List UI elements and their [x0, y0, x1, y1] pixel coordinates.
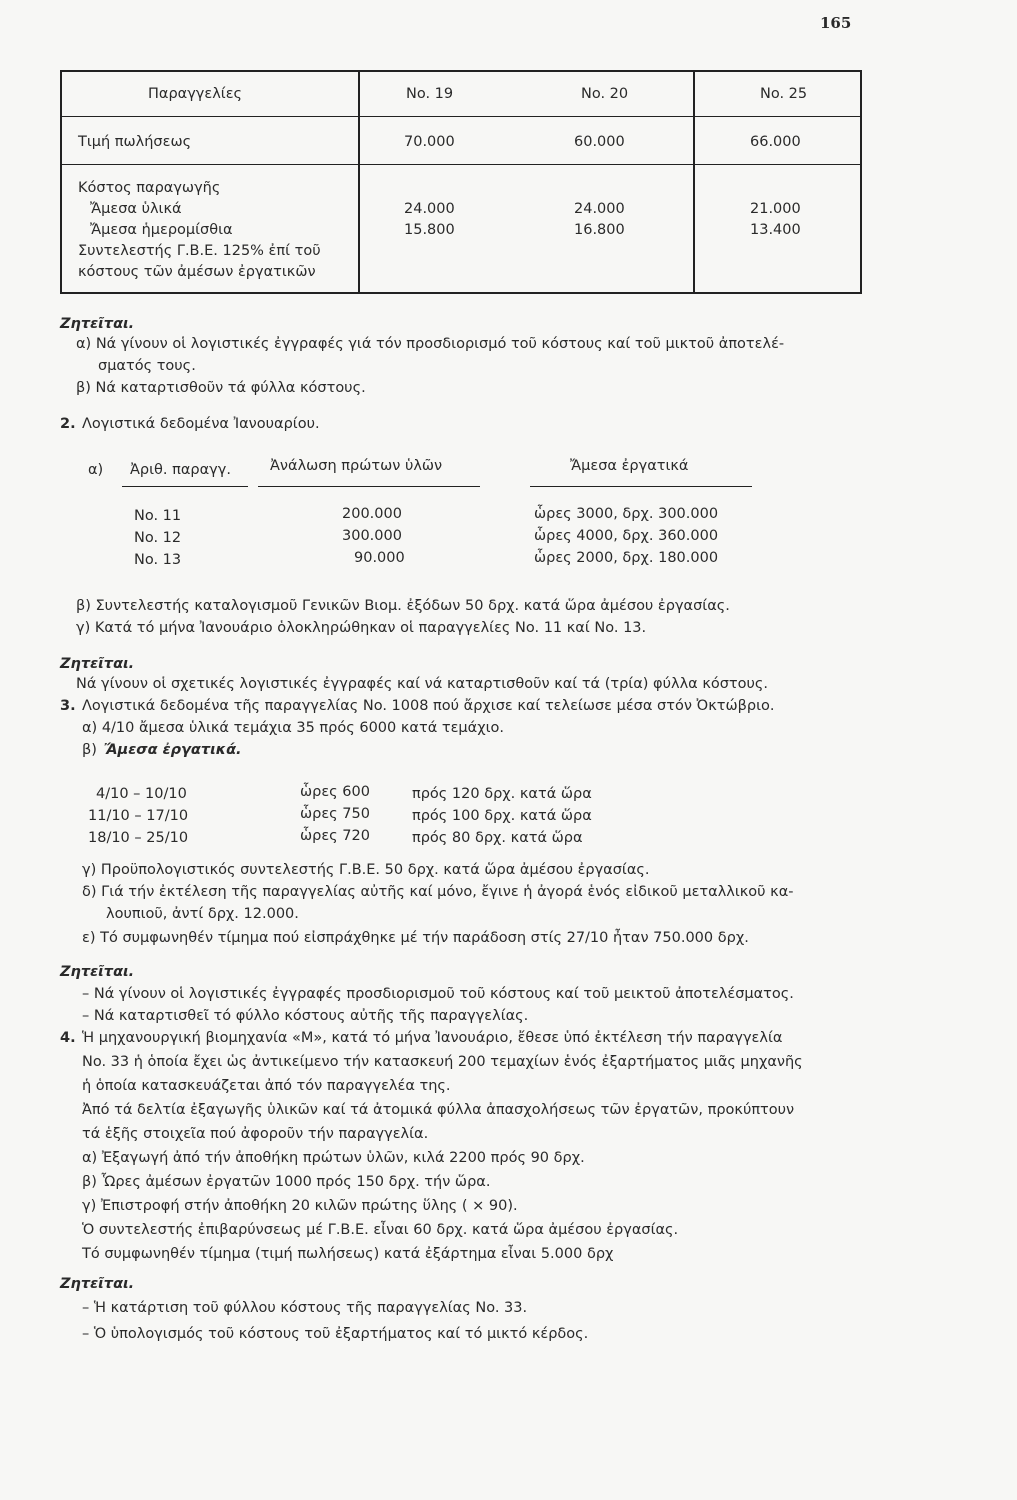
cost-line: Συντελεστής Γ.Β.Ε. 125% ἐπί τοῦ	[78, 243, 321, 259]
sale-price-20: 60.000	[574, 134, 625, 150]
table-row-labor: ὧρες 2000, δρχ. 180.000	[534, 550, 719, 566]
exercise-number: 3.	[60, 698, 76, 714]
item-c: γ) Κατά τό μήνα Ἰανουάριο ὁλοκληρώθηκαν οἱ παραγγελίες No. 11 καί No. 13.	[76, 620, 647, 636]
paragraph-line: Ὁ συντελεστής ἐπιβαρύνσεως μέ Γ.Β.Ε. εἶναι 60 δρχ. κατά ὥρα ἀμέσου ἐργασίας.	[82, 1222, 679, 1238]
paragraph-line: ἡ ὁποία κατασκευάζεται ἀπό τόν παραγγελέα της.	[82, 1078, 451, 1094]
header-order-25: No. 25	[760, 86, 808, 102]
exercise-number: 4.	[60, 1030, 76, 1046]
item-label: α)	[88, 462, 104, 478]
exercise-title: Λογιστικά δεδομένα Ἰανουαρίου.	[82, 416, 320, 432]
item-b-title: Ἄμεσα ἐργατικά.	[104, 742, 242, 758]
item-b-prefix: β)	[82, 742, 97, 758]
table-row-materials: 90.000	[354, 550, 405, 566]
requirement-a-cont: σματός τους.	[98, 358, 196, 374]
sale-price-label: Τιμή πωλήσεως	[78, 134, 192, 150]
table-rule	[62, 164, 860, 165]
item-c: γ) Προϋπολογιστικός συντελεστής Γ.Β.Ε. 50 δρχ. κατά ὥρα ἀμέσου ἐργασίας.	[82, 862, 650, 878]
materials-25: 21.000	[750, 201, 801, 217]
labor-period: 4/10 – 10/10	[96, 786, 187, 802]
table-row-labor: ὧρες 3000, δρχ. 300.000	[534, 506, 719, 522]
item-d: δ) Γιά τήν ἐκτέλεση τῆς παραγγελίας αὐτῆς καί μόνο, ἔγινε ἡ ἀγορά ἑνός εἰδικοῦ μεταλλικοῦ κα-	[82, 884, 794, 900]
table-row-materials: 200.000	[342, 506, 402, 522]
labor-hours: ὧρες 600	[300, 784, 370, 800]
item-d-cont: λουπιοῦ, ἀντί δρχ. 12.000.	[106, 906, 299, 922]
labor-rate: πρός 100 δρχ. κατά ὥρα	[412, 808, 592, 824]
header-underline	[258, 486, 480, 487]
paragraph-line: Ἡ μηχανουργική βιομηχανία «Μ», κατά τό μήνα Ἰανουάριο, ἔθεσε ὑπό ἐκτέλεση τήν παραγγελία	[82, 1030, 783, 1046]
materials-19: 24.000	[404, 201, 455, 217]
requirement-2: – Ὁ ὑπολογισμός τοῦ κόστους τοῦ ἐξαρτήματος καί τό μικτό κέρδος.	[82, 1326, 589, 1342]
wages-19: 15.800	[404, 222, 455, 238]
item-a: α) Ἐξαγωγή ἀπό τήν ἀποθήκη πρώτων ὑλῶν, κιλά 2200 πρός 90 δρχ.	[82, 1150, 585, 1166]
labor-period: 18/10 – 25/10	[88, 830, 189, 846]
requirement-1: – Νά γίνουν οἱ λογιστικές ἐγγραφές προσδιορισμοῦ τοῦ κόστους καί τοῦ μεικτοῦ ἀποτελέσματος.	[82, 986, 794, 1002]
order-cost-table	[60, 70, 862, 294]
requirement-heading: Ζητεῖται.	[60, 1276, 135, 1292]
exercise-number: 2.	[60, 416, 76, 432]
requirement-heading: Ζητεῖται.	[60, 316, 135, 332]
sale-price-19: 70.000	[404, 134, 455, 150]
table-row-order: No. 12	[134, 530, 182, 546]
requirement-2: – Νά καταρτισθεῖ τό φύλλο κόστους αὐτῆς τῆς παραγγελίας.	[82, 1008, 529, 1024]
requirement-a: α) Νά γίνουν οἱ λογιστικές ἐγγραφές γιά τόν προσδιορισμό τοῦ κόστους καί τοῦ μικτοῦ ἀποτελέ-	[76, 336, 785, 352]
table-rule	[62, 116, 860, 117]
header-underline	[122, 486, 248, 487]
labor-hours: ὧρες 750	[300, 806, 370, 822]
labor-rate: πρός 120 δρχ. κατά ὥρα	[412, 786, 592, 802]
item-b: β) Συντελεστής καταλογισμοῦ Γενικῶν Βιομ. ἐξόδων 50 δρχ. κατά ὥρα ἀμέσου ἐργασίας.	[76, 598, 730, 614]
requirement-b: β) Νά καταρτισθοῦν τά φύλλα κόστους.	[76, 380, 366, 396]
cost-line: Ἄμεσα ἡμερομίσθια	[90, 222, 233, 238]
header-order-20: No. 20	[581, 86, 629, 102]
paragraph-line: No. 33 ἡ ὁποία ἔχει ὡς ἀντικείμενο τήν κατασκευή 200 τεμαχίων ἑνός ἐξαρτήματος μιᾶς μηχανῆς	[82, 1054, 803, 1070]
item-a: α) 4/10 ἄμεσα ὑλικά τεμάχια 35 πρός 6000 κατά τεμάχιο.	[82, 720, 504, 736]
col-header-labor: Ἄμεσα ἐργατικά	[570, 458, 689, 474]
table-row-order: No. 13	[134, 552, 182, 568]
exercise-title: Λογιστικά δεδομένα τῆς παραγγελίας No. 1008 πού ἄρχισε καί τελείωσε μέσα στόν Ὀκτώβριο.	[82, 698, 775, 714]
requirement-1: – Ἡ κατάρτιση τοῦ φύλλου κόστους τῆς παραγγελίας No. 33.	[82, 1300, 528, 1316]
requirement-heading: Ζητεῖται.	[60, 656, 135, 672]
item-b: β) Ὧρες ἀμέσων ἐργατῶν 1000 πρός 150 δρχ. τήν ὥρα.	[82, 1174, 491, 1190]
item-e: ε) Τό συμφωνηθέν τίμημα πού εἰσπράχθηκε μέ τήν παράδοση στίς 27/10 ἦταν 750.000 δρχ.	[82, 930, 749, 946]
requirement-heading: Ζητεῖται.	[60, 964, 135, 980]
page-number: 165	[820, 14, 852, 32]
cost-line: Κόστος παραγωγῆς	[78, 180, 221, 196]
cost-line: κόστους τῶν ἀμέσων ἐργατικῶν	[78, 264, 316, 280]
labor-rate: πρός 80 δρχ. κατά ὥρα	[412, 830, 583, 846]
wages-20: 16.800	[574, 222, 625, 238]
labor-hours: ὧρες 720	[300, 828, 370, 844]
header-order-19: No. 19	[406, 86, 454, 102]
labor-period: 11/10 – 17/10	[88, 808, 189, 824]
cost-line: Ἄμεσα ὑλικά	[90, 201, 182, 217]
paragraph-line: Ἀπό τά δελτία ἐξαγωγῆς ὑλικῶν καί τά ἀτομικά φύλλα ἀπασχολήσεως τῶν ἐργατῶν, προκύπτουν	[82, 1102, 795, 1118]
item-c: γ) Ἐπιστροφή στήν ἀποθήκη 20 κιλῶν πρώτης ὕλης ( × 90).	[82, 1198, 518, 1214]
materials-20: 24.000	[574, 201, 625, 217]
table-row-materials: 300.000	[342, 528, 402, 544]
header-underline	[530, 486, 752, 487]
paragraph-line: τά ἑξῆς στοιχεῖα πού ἀφοροῦν τήν παραγγελία.	[82, 1126, 429, 1142]
table-row-order: No. 11	[134, 508, 182, 524]
requirement-text: Νά γίνουν οἱ σχετικές λογιστικές ἐγγραφές καί νά καταρτισθοῦν καί τά (τρία) φύλλα κόστους.	[76, 676, 769, 692]
wages-25: 13.400	[750, 222, 801, 238]
col-header-order: Ἀριθ. παραγγ.	[130, 462, 231, 478]
table-divider	[693, 72, 695, 292]
col-header-materials: Ἀνάλωση πρώτων ὑλῶν	[270, 458, 443, 474]
table-row-labor: ὧρες 4000, δρχ. 360.000	[534, 528, 719, 544]
paragraph-line: Τό συμφωνηθέν τίμημα (τιμή πωλήσεως) κατά ἐξάρτημα εἶναι 5.000 δρχ	[82, 1246, 614, 1262]
header-orders: Παραγγελίες	[148, 86, 243, 102]
sale-price-25: 66.000	[750, 134, 801, 150]
table-divider	[358, 72, 360, 292]
